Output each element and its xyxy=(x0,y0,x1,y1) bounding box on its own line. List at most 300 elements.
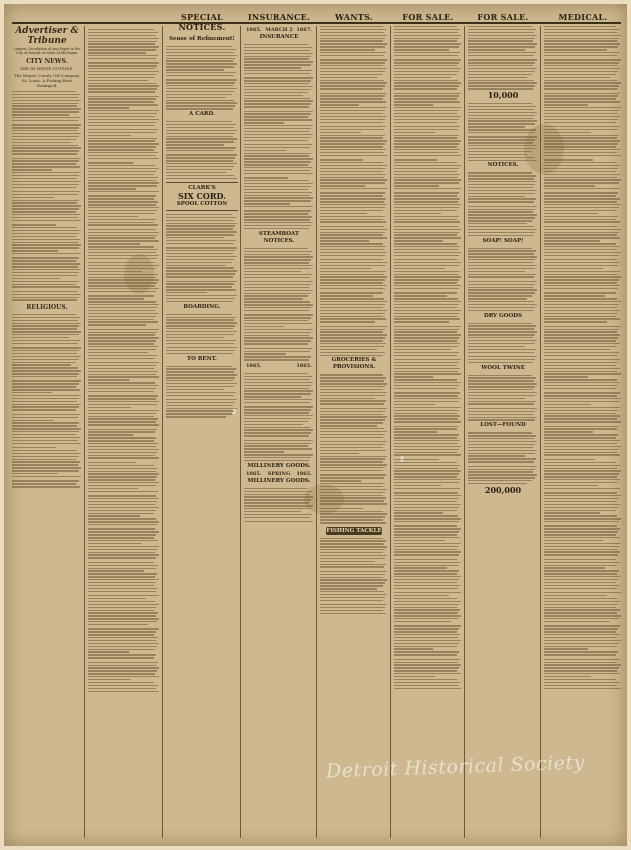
text-line xyxy=(88,391,154,392)
text-line xyxy=(12,401,77,402)
text-line xyxy=(88,249,158,250)
text-line xyxy=(320,80,384,81)
text-line xyxy=(394,404,435,405)
text-line xyxy=(166,66,234,67)
text-line xyxy=(394,426,459,427)
text-line xyxy=(244,301,310,302)
text-line xyxy=(394,646,457,647)
text-line xyxy=(320,221,386,222)
article-text xyxy=(320,538,388,615)
text-line xyxy=(166,166,234,167)
text-line xyxy=(88,301,156,302)
text-line xyxy=(544,46,618,47)
text-line xyxy=(544,71,618,72)
text-line xyxy=(166,160,233,161)
text-line xyxy=(394,592,461,593)
text-line xyxy=(468,106,536,107)
text-line xyxy=(320,461,383,462)
text-line xyxy=(88,291,156,292)
text-line xyxy=(244,348,312,349)
text-line xyxy=(544,426,619,427)
text-line xyxy=(88,271,142,272)
text-line xyxy=(320,292,383,293)
text-line xyxy=(12,205,81,206)
text-line xyxy=(320,268,371,269)
text-line xyxy=(544,340,616,341)
text-line xyxy=(320,38,385,39)
text-line xyxy=(468,82,537,83)
text-line xyxy=(394,285,461,286)
text-line xyxy=(394,528,461,529)
text-line xyxy=(166,366,232,367)
text-line xyxy=(394,116,461,117)
article-text xyxy=(468,172,538,236)
text-line xyxy=(544,482,618,483)
text-line xyxy=(544,625,620,626)
text-line xyxy=(320,389,383,390)
text-line xyxy=(12,200,79,201)
text-line xyxy=(166,392,236,393)
text-line xyxy=(320,313,385,314)
text-line xyxy=(320,411,385,412)
text-line xyxy=(320,249,384,250)
text-line xyxy=(320,540,386,541)
text-line xyxy=(244,64,311,65)
text-line xyxy=(88,198,154,199)
text-line xyxy=(320,274,384,275)
text-line xyxy=(394,546,459,547)
text-line xyxy=(320,349,377,350)
text-line xyxy=(394,259,457,260)
text-line xyxy=(166,377,235,378)
text-line xyxy=(320,588,377,589)
text-line xyxy=(468,383,537,384)
text-line xyxy=(394,682,460,683)
text-line xyxy=(394,49,449,50)
text-line xyxy=(88,654,156,655)
text-line xyxy=(244,86,313,87)
text-line xyxy=(394,243,457,244)
text-line xyxy=(394,495,461,496)
text-line xyxy=(244,131,309,132)
text-line xyxy=(244,248,308,249)
text-line xyxy=(544,540,603,541)
text-line xyxy=(320,82,387,83)
text-line xyxy=(166,172,226,173)
text-line xyxy=(320,243,383,244)
text-line xyxy=(394,352,459,353)
text-line xyxy=(12,175,79,176)
text-line xyxy=(544,640,621,641)
text-line xyxy=(88,232,159,233)
text-line xyxy=(12,247,79,248)
text-line xyxy=(320,116,387,117)
text-line xyxy=(544,316,616,317)
text-line xyxy=(394,38,459,39)
text-line xyxy=(320,477,384,478)
text-line xyxy=(544,68,620,69)
text-line xyxy=(468,331,537,332)
text-line xyxy=(244,496,313,497)
text-line xyxy=(88,388,156,389)
text-line xyxy=(320,95,385,96)
text-line xyxy=(244,521,313,522)
text-line xyxy=(244,412,309,413)
newspaper-page xyxy=(4,4,627,846)
text-line xyxy=(88,624,148,625)
text-line xyxy=(394,431,437,432)
text-line xyxy=(320,152,384,153)
text-line xyxy=(394,129,458,130)
text-line xyxy=(244,134,313,135)
text-line xyxy=(544,292,616,293)
text-line xyxy=(12,437,80,438)
text-line xyxy=(394,407,461,408)
text-line xyxy=(468,211,533,212)
text-line xyxy=(166,286,232,287)
text-line xyxy=(544,615,621,616)
text-line xyxy=(468,352,534,353)
text-line xyxy=(244,399,312,400)
text-line xyxy=(544,454,620,455)
text-line xyxy=(88,129,158,130)
text-line xyxy=(468,337,533,338)
text-line xyxy=(394,567,447,568)
text-line xyxy=(88,368,154,369)
text-line xyxy=(394,179,461,180)
text-line xyxy=(244,113,311,114)
text-line xyxy=(88,96,159,97)
text-line xyxy=(320,480,361,481)
text-line xyxy=(468,450,537,451)
text-line xyxy=(244,314,313,315)
text-line xyxy=(166,298,235,299)
text-line xyxy=(166,63,237,64)
text-line xyxy=(12,172,81,173)
text-line xyxy=(544,415,620,416)
text-line xyxy=(468,248,532,249)
text-line xyxy=(544,74,616,75)
text-line xyxy=(544,465,620,466)
text-line xyxy=(166,237,224,238)
text-line xyxy=(88,204,156,205)
text-line xyxy=(394,654,457,655)
text-line xyxy=(166,147,236,148)
text-line xyxy=(544,188,620,189)
text-line xyxy=(88,340,156,341)
text-line xyxy=(88,515,140,516)
text-line xyxy=(544,621,610,622)
text-line xyxy=(320,168,385,169)
text-line xyxy=(394,101,460,102)
text-line xyxy=(166,178,237,179)
article-text xyxy=(166,121,238,179)
text-line xyxy=(468,250,536,251)
text-line xyxy=(244,445,308,446)
text-line xyxy=(544,585,620,586)
text-line xyxy=(320,135,385,136)
text-line xyxy=(394,615,461,616)
text-line xyxy=(544,252,621,253)
text-line xyxy=(468,417,537,418)
text-line xyxy=(12,269,81,270)
text-line xyxy=(88,416,154,417)
text-line xyxy=(544,373,621,374)
text-line xyxy=(468,455,525,456)
text-line xyxy=(544,562,620,563)
text-line xyxy=(166,85,233,86)
text-line xyxy=(394,355,457,356)
text-line xyxy=(12,194,78,195)
text-line xyxy=(544,462,616,463)
text-line xyxy=(88,670,157,671)
text-line xyxy=(320,508,363,509)
text-line xyxy=(166,283,234,284)
text-line xyxy=(544,38,619,39)
text-line xyxy=(544,98,616,99)
text-line xyxy=(88,579,159,580)
text-line xyxy=(88,570,144,571)
text-line xyxy=(468,126,525,127)
column-city-news xyxy=(12,26,82,838)
text-line xyxy=(88,534,156,535)
text-line xyxy=(544,265,618,266)
text-line xyxy=(544,648,588,649)
text-line xyxy=(468,301,534,302)
text-line xyxy=(544,534,616,535)
text-line xyxy=(88,334,155,335)
text-line xyxy=(88,524,157,525)
text-line xyxy=(320,340,383,341)
text-line xyxy=(544,385,618,386)
clarks-spool-ad xyxy=(166,182,238,211)
text-line xyxy=(12,406,79,407)
ad-spool: SPOOL COTTON xyxy=(176,200,228,207)
text-line xyxy=(544,570,619,571)
text-line xyxy=(244,50,310,51)
text-line xyxy=(394,207,459,208)
text-line xyxy=(244,173,313,174)
text-line xyxy=(320,383,387,384)
text-line xyxy=(468,298,527,299)
column-header: INSURANCE. xyxy=(247,12,311,22)
text-line xyxy=(394,188,461,189)
text-line xyxy=(88,279,159,280)
text-line xyxy=(394,146,457,147)
millinery-heading: MILLINERY GOODS. xyxy=(247,462,311,469)
text-line xyxy=(88,119,159,120)
text-line xyxy=(394,685,458,686)
text-line xyxy=(468,307,535,308)
text-line xyxy=(244,158,313,159)
text-line xyxy=(88,421,156,422)
column-rule xyxy=(162,26,163,838)
text-line xyxy=(544,146,616,147)
text-line xyxy=(394,55,458,56)
text-line xyxy=(88,35,156,36)
text-line xyxy=(394,237,461,238)
text-line xyxy=(544,549,617,550)
text-line xyxy=(468,328,534,329)
text-line xyxy=(544,515,617,516)
text-line xyxy=(88,213,155,214)
text-line xyxy=(166,46,232,47)
text-line xyxy=(394,473,459,474)
text-line xyxy=(166,138,237,139)
text-line xyxy=(468,123,535,124)
text-line xyxy=(394,98,457,99)
year-right: 1867. xyxy=(296,27,312,33)
text-line xyxy=(166,223,237,224)
text-line xyxy=(244,356,311,357)
text-line xyxy=(394,625,461,626)
text-line xyxy=(544,607,616,608)
text-line xyxy=(166,402,235,403)
text-line xyxy=(244,256,313,257)
text-line xyxy=(544,301,621,302)
text-line xyxy=(244,161,311,162)
text-line xyxy=(88,138,157,139)
column-header: SPECIAL NOTICES. xyxy=(178,12,226,32)
text-line xyxy=(12,450,77,451)
text-line xyxy=(544,688,621,689)
text-line xyxy=(544,32,617,33)
column-header: WANTS. xyxy=(334,12,374,22)
text-line xyxy=(88,504,155,505)
text-line xyxy=(320,137,383,138)
text-line xyxy=(166,79,237,80)
text-line xyxy=(244,195,310,196)
text-line xyxy=(88,252,156,253)
text-line xyxy=(468,287,533,288)
text-line xyxy=(244,457,311,458)
text-line xyxy=(88,691,159,692)
text-line xyxy=(12,297,79,298)
text-line xyxy=(394,165,461,166)
text-line xyxy=(544,573,617,574)
text-line xyxy=(394,670,457,671)
text-line xyxy=(88,41,157,42)
text-line xyxy=(544,201,617,202)
text-line xyxy=(544,29,620,30)
article-text xyxy=(12,91,82,301)
text-line xyxy=(394,413,457,414)
text-line xyxy=(544,459,595,460)
text-line xyxy=(320,198,386,199)
text-line xyxy=(394,515,458,516)
text-line xyxy=(394,359,461,360)
text-line xyxy=(244,435,309,436)
article-text xyxy=(468,26,538,90)
text-line xyxy=(468,148,535,149)
text-line xyxy=(12,266,78,267)
lost-found-heading: LOST—FOUND xyxy=(480,422,526,429)
text-line xyxy=(468,398,525,399)
text-line xyxy=(468,172,532,173)
text-line xyxy=(320,159,363,160)
column-header: FOR SALE. xyxy=(477,12,529,22)
text-line xyxy=(12,367,78,368)
text-line xyxy=(394,77,451,78)
text-line xyxy=(394,85,459,86)
text-line xyxy=(88,329,159,330)
text-line xyxy=(12,114,69,115)
text-line xyxy=(468,362,533,363)
text-line xyxy=(544,62,619,63)
text-line xyxy=(468,80,534,81)
text-line xyxy=(544,246,620,247)
text-line xyxy=(544,443,617,444)
text-line xyxy=(544,116,620,117)
text-line xyxy=(394,379,457,380)
text-line xyxy=(12,323,81,324)
text-line xyxy=(88,140,155,141)
text-line xyxy=(544,634,620,635)
text-line xyxy=(394,149,460,150)
text-line xyxy=(468,178,534,179)
text-line xyxy=(88,557,156,558)
text-line xyxy=(320,470,383,471)
text-line xyxy=(166,217,236,218)
text-line xyxy=(544,485,598,486)
text-line xyxy=(394,210,457,211)
text-line xyxy=(544,179,621,180)
text-line xyxy=(166,169,232,170)
text-line xyxy=(394,255,459,256)
text-line xyxy=(544,498,619,499)
text-line xyxy=(468,377,536,378)
text-line xyxy=(12,425,77,426)
text-line xyxy=(544,229,621,230)
text-line xyxy=(320,437,383,438)
text-line xyxy=(544,551,620,552)
text-line xyxy=(544,159,593,160)
text-line xyxy=(166,250,235,251)
text-line xyxy=(394,470,461,471)
text-line xyxy=(394,276,461,277)
text-line xyxy=(88,182,159,183)
text-line xyxy=(12,103,79,104)
text-line xyxy=(88,598,146,599)
text-line xyxy=(320,386,385,387)
text-line xyxy=(320,546,387,547)
text-line xyxy=(394,68,461,69)
text-line xyxy=(394,373,461,374)
text-line xyxy=(88,32,158,33)
text-line xyxy=(88,610,154,611)
text-line xyxy=(12,370,81,371)
text-line xyxy=(320,195,383,196)
text-line xyxy=(394,401,459,402)
text-line xyxy=(88,304,159,305)
text-line xyxy=(244,281,313,282)
text-line xyxy=(468,232,535,233)
text-line xyxy=(320,434,385,435)
text-line xyxy=(12,364,71,365)
text-line xyxy=(544,452,617,453)
text-line xyxy=(394,476,457,477)
text-line xyxy=(320,444,385,445)
text-line xyxy=(12,294,81,295)
text-line xyxy=(394,265,459,266)
text-line xyxy=(468,68,537,69)
text-line xyxy=(88,285,155,286)
text-line xyxy=(166,133,235,134)
text-line xyxy=(244,140,308,141)
text-line xyxy=(468,29,536,30)
text-line xyxy=(88,485,156,486)
text-line xyxy=(468,466,537,467)
